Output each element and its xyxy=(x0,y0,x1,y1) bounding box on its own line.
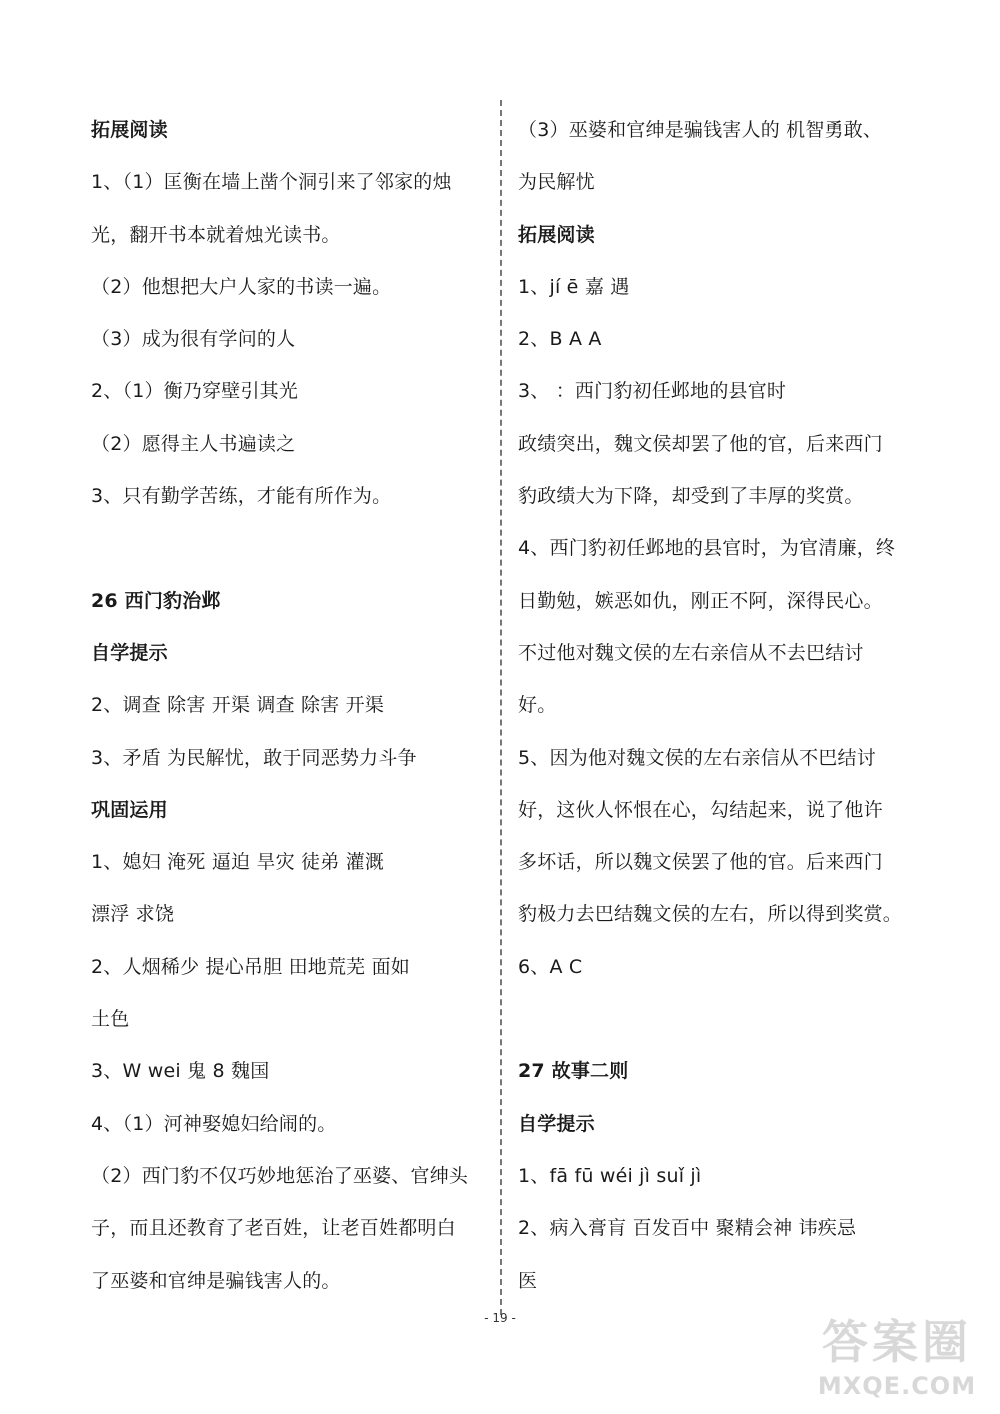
text-line: 3、矛盾 为民解忧，敢于同恶势力斗争 xyxy=(91,746,417,769)
text-line: （2）他想把大户人家的书读一遍。 xyxy=(91,275,392,298)
text-line: 1、（1）匡衡在墙上凿个洞引来了邻家的烛 xyxy=(91,171,452,194)
section-heading: 巩固运用 xyxy=(91,798,168,821)
text-line: 为民解忧 xyxy=(518,171,595,194)
text-line: 2、人烟稀少 提心吊胆 田地荒芜 面如 xyxy=(91,955,411,978)
text-line: 漂浮 求饶 xyxy=(91,903,175,926)
text-line: 4、（1）河神娶媳妇给闹的。 xyxy=(91,1112,337,1135)
text-line: 不过他对魏文侯的左右亲信从不去巴结讨 xyxy=(518,641,864,664)
section-heading: 拓展阅读 xyxy=(518,223,595,246)
text-line: （2）西门豹不仅巧妙地惩治了巫婆、官绅头 xyxy=(91,1164,469,1187)
column-divider xyxy=(500,100,502,1315)
right-column xyxy=(518,104,913,1307)
blank-line xyxy=(518,993,913,1045)
text-line: 3、W wei 鬼 8 魏国 xyxy=(91,1060,270,1083)
watermark-logo xyxy=(802,1313,992,1408)
blank-line xyxy=(91,522,486,574)
section-heading: 自学提示 xyxy=(91,641,168,664)
section-heading: 26 西门豹治邺 xyxy=(91,589,221,612)
watermark-text: 答案圈 xyxy=(822,1315,972,1369)
text-line: 1、媳妇 淹死 逼迫 旱灾 徒弟 灌溉 xyxy=(91,851,385,874)
text-line: 4、西门豹初任邺地的县官时，为官清廉，终 xyxy=(518,537,896,560)
text-line: 2、B A A xyxy=(518,328,602,351)
text-line: （2）愿得主人书遍读之 xyxy=(91,432,296,455)
left-column xyxy=(91,104,486,1307)
watermark-url: MXQE.COM xyxy=(817,1372,977,1400)
text-line: 政绩突出，魏文侯却罢了他的官，后来西门 xyxy=(518,432,883,455)
section-heading: 27 故事二则 xyxy=(518,1060,629,1083)
section-heading: 拓展阅读 xyxy=(91,119,168,141)
text-line: 2、（1）衡乃穿壁引其光 xyxy=(91,380,299,403)
text-line: （3）巫婆和官绅是骗钱害人的 机智勇敢、 xyxy=(518,119,883,141)
section-heading: 自学提示 xyxy=(518,1112,595,1135)
text-line: 6、A C xyxy=(518,955,583,978)
text-line: 2、调查 除害 开渠 调查 除害 开渠 xyxy=(91,694,385,717)
text-line: 2、病入膏肓 百发百中 聚精会神 讳疾忌 xyxy=(518,1217,857,1240)
text-line: 多坏话，所以魏文侯罢了他的官。后来西门 xyxy=(518,851,883,874)
text-line: 3、只有勤学苦练，才能有所作为。 xyxy=(91,485,392,508)
text-line: 1、fā fū wéi jì suǐ jì xyxy=(518,1164,702,1187)
text-line: 1、jí ē 嘉 遇 xyxy=(518,275,630,298)
text-line: 好，这伙人怀恨在心，勾结起来，说了他许 xyxy=(518,798,883,821)
text-line: 豹政绩大为下降，却受到了丰厚的奖赏。 xyxy=(518,485,864,508)
text-line: 了巫婆和官绅是骗钱害人的。 xyxy=(91,1269,341,1292)
text-line: 好。 xyxy=(518,694,557,717)
page-number: - 19 - xyxy=(484,1311,516,1325)
text-line: （3）成为很有学问的人 xyxy=(91,328,296,351)
text-line: 医 xyxy=(518,1269,538,1292)
text-line: 豹极力去巴结魏文侯的左右，所以得到奖赏。 xyxy=(518,903,903,926)
text-line: 日勤勉，嫉恶如仇，刚正不阿，深得民心。 xyxy=(518,589,883,612)
text-line: 3、 ：西门豹初任邺地的县官时 xyxy=(518,380,787,403)
text-line: 光，翻开书本就着烛光读书。 xyxy=(91,223,341,246)
text-line: 子，而且还教育了老百姓，让老百姓都明白 xyxy=(91,1217,456,1240)
text-line: 土色 xyxy=(91,1008,130,1031)
text-line: 5、因为他对魏文侯的左右亲信从不巴结讨 xyxy=(518,746,876,769)
